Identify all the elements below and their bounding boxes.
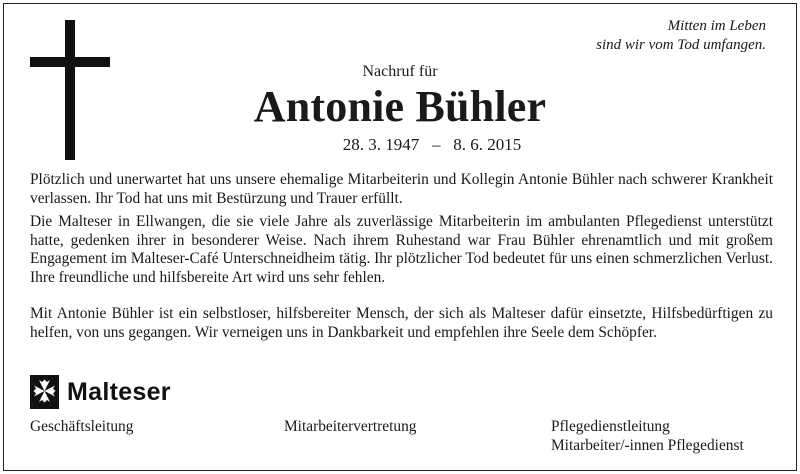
maltese-cross-shield-icon bbox=[30, 375, 59, 409]
signature-care-staff-label: Mitarbeiter/-innen Pflegedienst bbox=[551, 437, 744, 454]
signature-staff-rep bbox=[284, 417, 416, 436]
logo-text: Malteser bbox=[67, 377, 171, 406]
paragraph-2: Die Malteser in Ellwangen, die sie viele Jahre als zuverlässige Mitarbeiterin im ambulanten Pflegedienst unterstützt hatte, gedenken ihrer in besonderer Weise. Nach ihrem Ruhestand war Frau Bühler ehrenamtlich und mit großem Engagement im Malteser-Café Unterschneidheim tätig. Ihr plötzlicher Tod bedeutet für uns einen schmerzlichen Verlust. Ihre freundliche und hilfsbereite Art wird uns sehr fehlen. bbox=[30, 213, 773, 287]
paragraph-1: Plötzlich und unerwartet hat uns unsere ehemalige Mitarbeiterin und Kollegin Antonie Bühler nach schwerer Krankheit verlassen. Ihr Tod hat uns mit Bestürzung und Trauer erfüllt. bbox=[30, 171, 773, 207]
motto-line-1: Mitten im Leben bbox=[667, 18, 766, 34]
signature-management bbox=[30, 417, 133, 436]
motto bbox=[596, 17, 766, 55]
signature-care-lead-label: Pflegedienstleitung bbox=[551, 418, 670, 435]
obituary-intro: Nachruf für bbox=[362, 63, 438, 80]
paragraph-3: Mit Antonie Bühler ist ein selbstloser, hilfsbereiter Mensch, der sich als Malteser dafür einsetzte, Hilfsbedürftigen zu helfen, von uns gegangen. Wir verneigen uns in Dankbarkeit und empfehlen ihre Seele dem Schöpfer. bbox=[30, 305, 773, 341]
malteser-logo bbox=[30, 375, 171, 409]
signature-care bbox=[551, 417, 744, 455]
motto-line-2: sind wir vom Tod umfangen. bbox=[596, 37, 766, 53]
deceased-name: Antonie Bühler bbox=[253, 82, 547, 131]
signature-management-label: Geschäftsleitung bbox=[30, 418, 134, 435]
life-dates: 28. 3. 1947 – 8. 6. 2015 bbox=[342, 135, 522, 154]
signature-staff-rep-label: Mitarbeitervertretung bbox=[284, 418, 417, 435]
